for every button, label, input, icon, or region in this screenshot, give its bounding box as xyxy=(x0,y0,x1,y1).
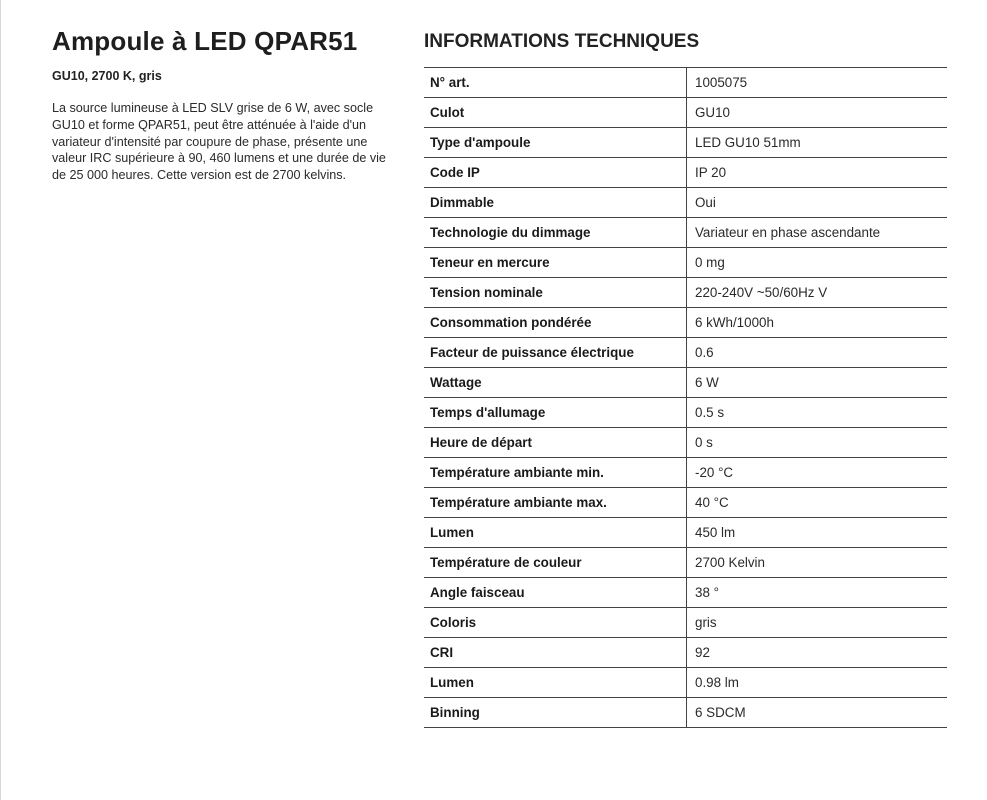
spec-value: IP 20 xyxy=(687,158,948,188)
specs-table xyxy=(424,67,947,728)
spec-value: 6 kWh/1000h xyxy=(687,308,948,338)
spec-value: 0 s xyxy=(687,428,948,458)
spec-value: 92 xyxy=(687,638,948,668)
table-row xyxy=(424,278,947,308)
table-row xyxy=(424,248,947,278)
table-row xyxy=(424,698,947,728)
table-row xyxy=(424,458,947,488)
spec-value: 6 W xyxy=(687,368,948,398)
spec-value: 40 °C xyxy=(687,488,948,518)
spec-label: Consommation pondérée xyxy=(424,308,687,338)
table-row xyxy=(424,128,947,158)
spec-value: Variateur en phase ascendante xyxy=(687,218,948,248)
table-row xyxy=(424,98,947,128)
spec-label: Wattage xyxy=(424,368,687,398)
technical-info-section xyxy=(424,29,947,728)
spec-label: Température ambiante min. xyxy=(424,458,687,488)
spec-value: 0.6 xyxy=(687,338,948,368)
table-row xyxy=(424,578,947,608)
table-row xyxy=(424,308,947,338)
spec-label: Technologie du dimmage xyxy=(424,218,687,248)
spec-value: LED GU10 51mm xyxy=(687,128,948,158)
spec-value: -20 °C xyxy=(687,458,948,488)
spec-label: Code IP xyxy=(424,158,687,188)
spec-value: 2700 Kelvin xyxy=(687,548,948,578)
product-summary xyxy=(52,24,392,197)
product-title: Ampoule à LED QPAR51 xyxy=(52,26,358,56)
spec-value: GU10 xyxy=(687,98,948,128)
product-description: La source lumineuse à LED SLV grise de 6 W, avec socle GU10 et forme QPAR51, peut être atténuée à l'aide d'un variateur d'intensité par coupure de phase, présente une valeur IRC supérieure à 90, 460 lumens et une durée de vie de 25 000 heures. Cette version est de 2700 kelvins. xyxy=(52,101,386,183)
spec-label: Tension nominale xyxy=(424,278,687,308)
spec-value: 6 SDCM xyxy=(687,698,948,728)
spec-label: Lumen xyxy=(424,668,687,698)
spec-value: 0.98 lm xyxy=(687,668,948,698)
table-row xyxy=(424,518,947,548)
spec-label: Type d'ampoule xyxy=(424,128,687,158)
spec-label: Binning xyxy=(424,698,687,728)
spec-label: Température ambiante max. xyxy=(424,488,687,518)
spec-value: Oui xyxy=(687,188,948,218)
spec-label: Facteur de puissance électrique xyxy=(424,338,687,368)
table-row xyxy=(424,398,947,428)
spec-label: Teneur en mercure xyxy=(424,248,687,278)
table-row xyxy=(424,188,947,218)
product-subtitle: GU10, 2700 K, gris xyxy=(52,69,162,83)
spec-value: 450 lm xyxy=(687,518,948,548)
spec-label: Dimmable xyxy=(424,188,687,218)
spec-label: Temps d'allumage xyxy=(424,398,687,428)
table-row xyxy=(424,488,947,518)
spec-label: Culot xyxy=(424,98,687,128)
spec-value: 0.5 s xyxy=(687,398,948,428)
table-row xyxy=(424,338,947,368)
spec-value: 1005075 xyxy=(687,68,948,98)
table-row xyxy=(424,668,947,698)
table-row xyxy=(424,638,947,668)
spec-value: 220-240V ~50/60Hz V xyxy=(687,278,948,308)
spec-label: Coloris xyxy=(424,608,687,638)
table-row xyxy=(424,368,947,398)
spec-value: 38 ° xyxy=(687,578,948,608)
spec-label: Température de couleur xyxy=(424,548,687,578)
spec-label: Angle faisceau xyxy=(424,578,687,608)
spec-label: Lumen xyxy=(424,518,687,548)
spec-value: gris xyxy=(687,608,948,638)
spec-label: Heure de départ xyxy=(424,428,687,458)
table-row xyxy=(424,68,947,98)
table-row xyxy=(424,428,947,458)
table-row xyxy=(424,218,947,248)
section-title: INFORMATIONS TECHNIQUES xyxy=(424,31,700,52)
table-row xyxy=(424,158,947,188)
page-left-border xyxy=(0,0,1,800)
table-row xyxy=(424,548,947,578)
spec-value: 0 mg xyxy=(687,248,948,278)
table-row xyxy=(424,608,947,638)
spec-label: N° art. xyxy=(424,68,687,98)
spec-label: CRI xyxy=(424,638,687,668)
